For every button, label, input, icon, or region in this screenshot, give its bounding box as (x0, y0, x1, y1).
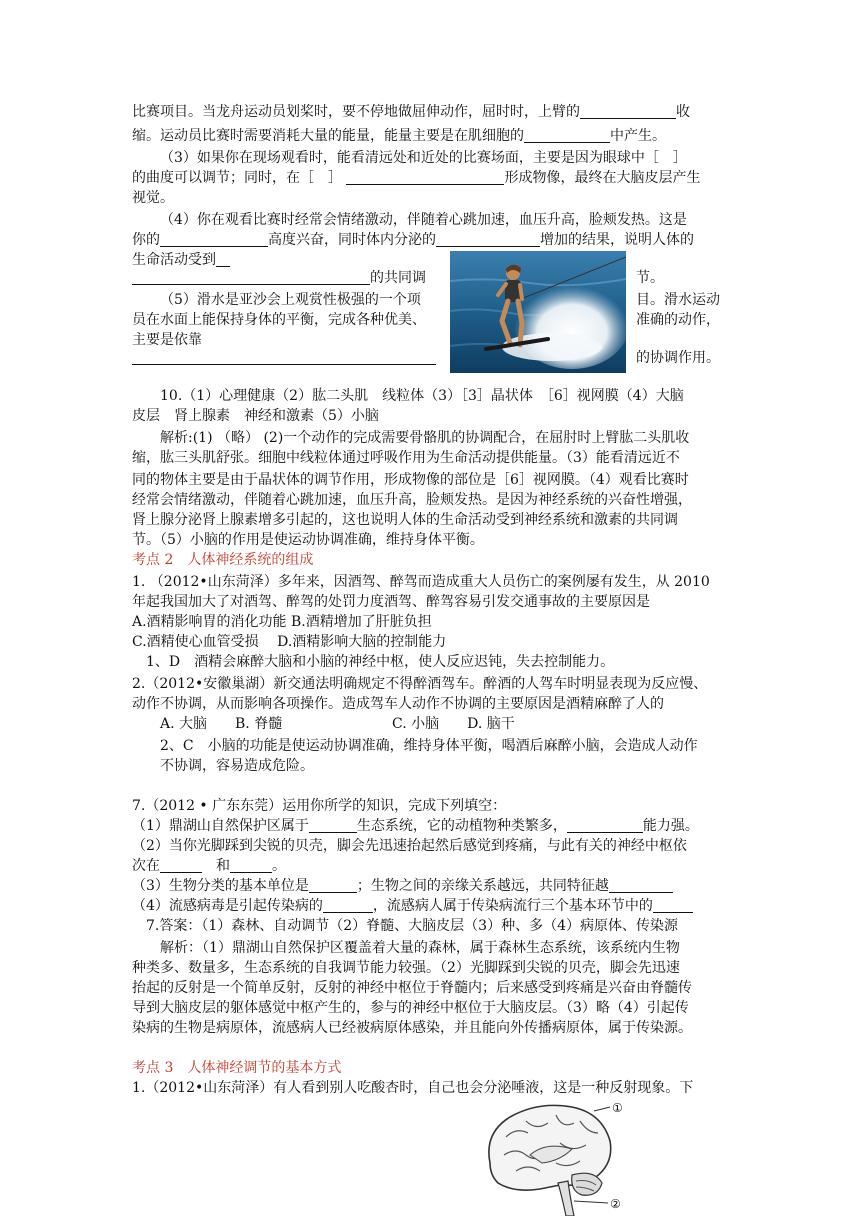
text-line (132, 896, 693, 916)
text-line (132, 268, 426, 288)
text: 能力强。 (642, 818, 699, 834)
text-line: 2.（2012•安徽巢湖）新交通法明确规定不得醉酒驾车。醉酒的人驾车时明显表现为反应慢、 (132, 676, 708, 692)
text-line: A.酒精影响胃的消化功能 B.酒精增加了肝脏负担 (132, 614, 432, 630)
answer-blank (436, 230, 540, 247)
text-line: 肾上腺分泌肾上腺素增多引起的，这也说明人体的生命活动受到神经系统和激素的共同调 (132, 512, 678, 528)
text-line (132, 250, 230, 270)
answer-blank (230, 856, 272, 873)
answer-blank (323, 896, 373, 913)
text-line: 准确的动作， (636, 312, 720, 328)
text-line (132, 230, 694, 250)
text-line (132, 816, 699, 836)
text-line: 7.（2012 • 广东东莞）运用你所学的知识，完成下列填空： (132, 798, 507, 814)
text: （1）鼎湖山自然保护区属于 (132, 818, 309, 834)
text-line: A. 大脑 B. 脊髓 (160, 716, 283, 732)
text-line: 节。（5）小脑的作用是使运动协调准确，维持身体平衡。 (132, 532, 484, 548)
text-line: 员在水面上能保持身体的平衡，完成各种优美、 (132, 312, 426, 328)
answer-blank (580, 102, 676, 119)
text-line: 1、D 酒精会麻醉大脑和小脑的神经中枢，使人反应迟钝，失去控制能力。 (146, 654, 615, 670)
text-line: 节。 (636, 270, 664, 286)
text-line: 视觉。 (132, 190, 174, 206)
text-line (132, 856, 286, 876)
answer-blank (567, 816, 643, 833)
text-line: 的协调作用。 (636, 350, 720, 366)
text: 收 (676, 104, 690, 120)
text-line: 1. （2012•山东菏泽）多年来，因酒驾、醉驾而造成重大人员伤亡的案例屡有发生，从 2010 (132, 574, 710, 590)
text-line: 10.（1）心理健康（2）肱二头肌 线粒体（3）［3］晶状体 ［6］视网膜（4）大脑 (160, 388, 684, 404)
text-line: 缩，肱三头肌舒张。细胞中线粒体通过呼吸作用为生命活动提供能量。（3）能看清远近不 (132, 450, 680, 466)
section-heading: 考点 3 人体神经调节的基本方式 (132, 1060, 342, 1076)
text-line: 经常会情绪激动，伴随着心跳加速，血压升高，脸颊发热。是因为神经系统的兴奋性增强， (132, 492, 692, 508)
text-line (132, 168, 700, 188)
answer-blank (609, 876, 673, 893)
text-line: 解析:(1) （略） (2)一个动作的完成需要骨骼肌的协调配合，在屈肘时上臂肱二头肌收 (160, 430, 690, 446)
answer-blank (160, 856, 202, 873)
text-line: C.酒精使心血管受损 D.酒精影响大脑的控制能力 (132, 634, 447, 650)
text-line: 动作不协调，从而影响各项操作。造成驾车人动作不协调的主要原因是酒精麻醉了人的 (132, 696, 664, 712)
figure-label: ① (612, 1101, 623, 1115)
answer-blank (132, 348, 436, 365)
answer-blank (216, 250, 230, 267)
text: 的共同调 (370, 270, 426, 286)
text: 缩。运动员比赛时需要消耗大量的能量，能量主要是在肌细胞的 (132, 128, 524, 144)
text: （3）生物分类的基本单位是 (132, 878, 309, 894)
text-line: （4）你在观看比赛时经常会情绪激动，伴随着心跳加速，血压升高，脸颊发热。这是 (160, 212, 687, 228)
text-line: 染病的生物是病原体，流感病人已经被病原体感染，并且能向外传播病原体，属于传染源。 (132, 1020, 692, 1036)
text-line (132, 876, 673, 896)
answer-blank (346, 168, 504, 185)
text-line: 解析：（1）鼎湖山自然保护区覆盖着大量的森林，属于森林生态系统，该系统内生物 (160, 940, 680, 956)
text-line: 7.答案：（1）森林、自动调节（2）脊髓、大脑皮层（3）种、多（4）病原体、传染源 (146, 918, 678, 934)
water-skiing-photo (450, 251, 626, 373)
text: 高度兴奋，同时体内分泌的 (268, 232, 436, 248)
text-line (132, 126, 666, 146)
text: 增加的结果，说明人体的 (540, 232, 694, 248)
text-line: 目。滑水运动 (636, 292, 720, 308)
answer-blank (160, 230, 268, 247)
text-line (132, 102, 690, 122)
text-line: 种类多、数量多，生态系统的自我调节能力较强。（2）光脚踩到尖锐的贝壳，脚会先迅速 (132, 960, 680, 976)
answer-blank (309, 816, 357, 833)
figure-label: ② (610, 1197, 621, 1211)
text-line: 2、C 小脑的功能是使运动协调准确，维持身体平衡，喝酒后麻醉小脑，会造成人动作 (160, 738, 698, 754)
answer-blank (653, 896, 693, 913)
text-line: （3）如果你在现场观看时，能看清远处和近处的比赛场面，主要是因为眼球中［ ］ (160, 150, 687, 166)
text-line: 年起我国加大了对酒驾、醉驾的处罚力度酒驾、醉驾容易引发交通事故的主要原因是 (132, 594, 650, 610)
text: （4）流感病毒是引起传染病的 (132, 898, 323, 914)
text-line: 不协调，容易造成危险。 (160, 758, 314, 774)
text: ；生物之间的亲缘关系越远，共同特征越 (356, 878, 609, 894)
text: 生命活动受到 (132, 252, 216, 268)
answer-blank (309, 876, 357, 893)
text-line: （5）滑水是亚沙会上观赏性极强的一个项 (160, 292, 421, 308)
text: 形成物像，最终在大脑皮层产生 (504, 170, 701, 186)
text-line: 同的物体主要是由于晶状体的调节作用，形成物像的部位是［6］视网膜。（4）观看比赛时 (132, 472, 689, 488)
text-line: 皮层 肾上腺素 神经和激素（5）小脑 (132, 408, 379, 424)
text-line (132, 348, 436, 368)
text: 次在 (132, 858, 160, 874)
text: 生态系统，它的动植物种类繁多， (356, 818, 567, 834)
text: 中产生。 (610, 128, 666, 144)
text-line: 抬起的反射是一个简单反射，反射的神经中枢位于脊髓内；后来感受到疼痛是兴奋由脊髓传 (132, 980, 692, 996)
text-line: （2）当你光脚踩到尖锐的贝壳，脚会先迅速抬起然后感觉到疼痛，与此有关的神经中枢依 (132, 838, 687, 854)
text-line: 导到大脑皮层的躯体感觉中枢产生的，参与的神经中枢位于大脑皮层。（3）略（4）引起传 (132, 1000, 689, 1016)
text: 你的 (132, 232, 160, 248)
text: 和 (216, 858, 230, 874)
text-line: 1.（2012•山东菏泽）有人看到别人吃酸杏时，自己也会分泌唾液，这是一种反射现象。下 (132, 1080, 694, 1096)
section-heading: 考点 2 人体神经系统的组成 (132, 552, 314, 568)
text: 的曲度可以调节；同时，在［ ］ (132, 170, 342, 186)
answer-blank (132, 268, 370, 285)
answer-blank (524, 126, 610, 143)
brain-diagram (476, 1097, 636, 1216)
text-line: C. 小脑 D. 脑干 (392, 716, 515, 732)
text: 。 (272, 858, 286, 874)
text: ，流感病人属于传染病流行三个基本环节中的 (372, 898, 653, 914)
text-line: 主要是依靠 (132, 332, 202, 348)
text: 比赛项目。当龙舟运动员划桨时，要不停地做屈伸动作，屈时时，上臂的 (132, 104, 580, 120)
